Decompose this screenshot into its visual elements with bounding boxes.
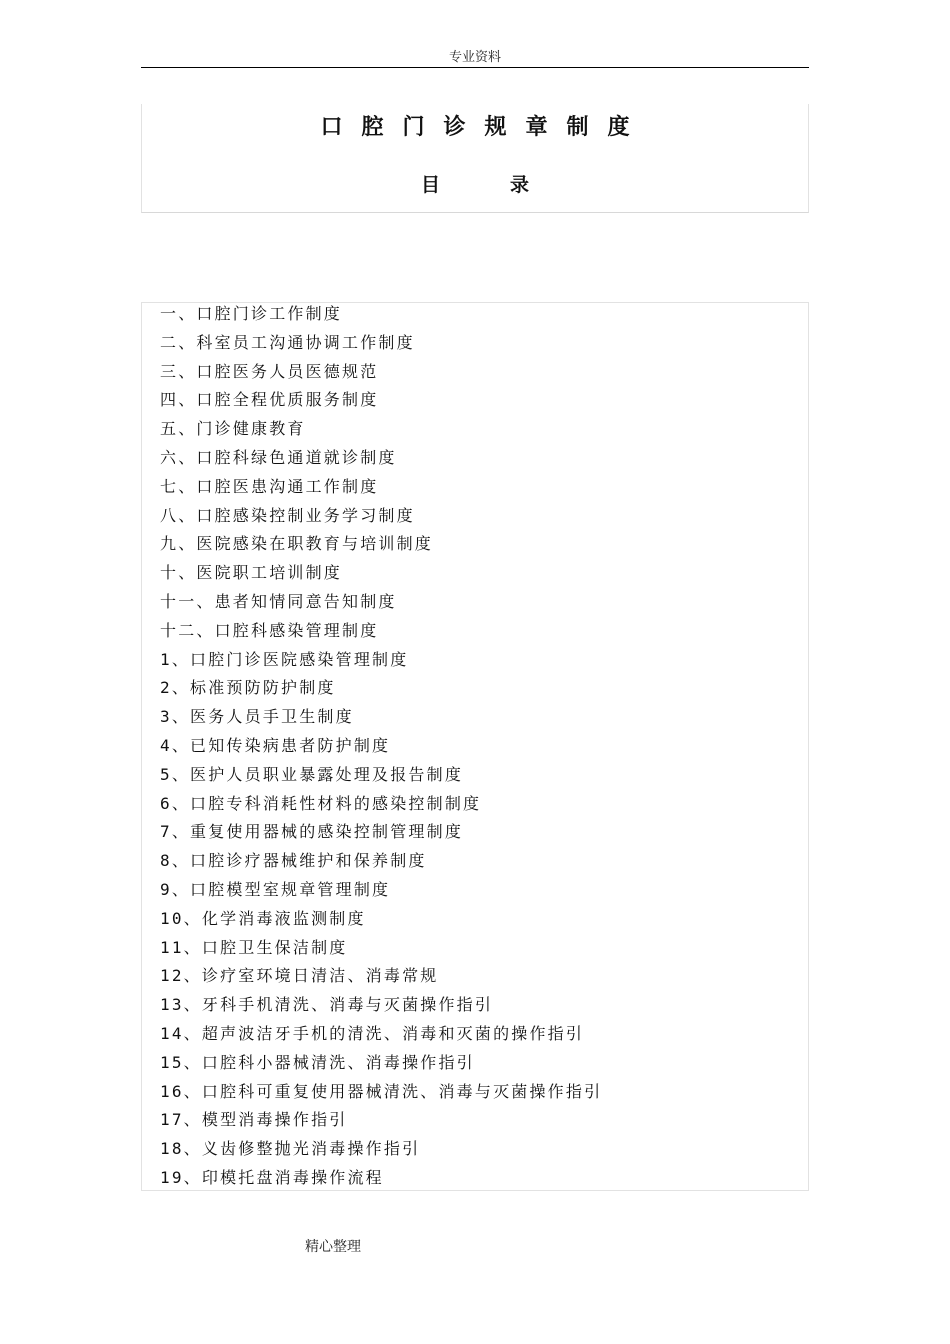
toc-item: 3、医务人员手卫生制度: [160, 707, 354, 727]
toc-item: 14、超声波洁牙手机的清洗、消毒和灭菌的操作指引: [160, 1023, 585, 1043]
toc-item: 7、重复使用器械的感染控制管理制度: [160, 822, 464, 842]
toc-item: 17、模型消毒操作指引: [160, 1110, 348, 1130]
toc-block: [141, 302, 809, 1191]
toc-item: 1、口腔门诊医院感染管理制度: [160, 649, 409, 669]
toc-item: 五、门诊健康教育: [160, 419, 306, 439]
toc-item: 四、口腔全程优质服务制度: [160, 390, 379, 410]
toc-item: 2、标准预防防护制度: [160, 678, 336, 698]
toc-item: 七、口腔医患沟通工作制度: [160, 476, 379, 496]
toc-item: 9、口腔模型室规章管理制度: [160, 879, 391, 899]
toc-item: 15、口腔科小器械清洗、消毒操作指引: [160, 1052, 475, 1072]
toc-item: 6、口腔专科消耗性材料的感染控制制度: [160, 793, 482, 813]
toc-item: 十一、患者知情同意告知制度: [160, 591, 397, 611]
document-title: 口腔门诊规章制度: [320, 114, 649, 140]
header-rule: [141, 67, 809, 68]
toc-item: 十二、口腔科感染管理制度: [160, 620, 379, 640]
toc-item: 三、口腔医务人员医德规范: [160, 361, 379, 381]
toc-item: 一、口腔门诊工作制度: [160, 304, 343, 323]
toc-item: 16、口腔科可重复使用器械清洗、消毒与灭菌操作指引: [160, 1081, 603, 1101]
toc-item: 十、医院职工培训制度: [160, 563, 343, 583]
toc-heading: 目录: [420, 174, 599, 196]
toc-item: 六、口腔科绿色通道就诊制度: [160, 447, 397, 467]
toc-item: 8、口腔诊疗器械维护和保养制度: [160, 851, 427, 871]
toc-item: 八、口腔感染控制业务学习制度: [160, 505, 415, 525]
toc-item: 二、科室员工沟通协调工作制度: [160, 332, 415, 352]
toc-item: 4、已知传染病患者防护制度: [160, 735, 391, 755]
toc-list: [160, 300, 602, 1193]
title-block: [141, 104, 809, 213]
toc-item: 13、牙科手机清洗、消毒与灭菌操作指引: [160, 995, 494, 1015]
toc-item: 九、医院感染在职教育与培训制度: [160, 534, 434, 554]
toc-item: 11、口腔卫生保洁制度: [160, 937, 348, 957]
toc-item: 18、义齿修整抛光消毒操作指引: [160, 1139, 421, 1159]
page-footer-text: 精心整理: [305, 1239, 361, 1255]
toc-item: 19、印模托盘消毒操作流程: [160, 1167, 384, 1187]
page-header-text: 专业资料: [448, 50, 501, 65]
toc-item: 12、诊疗室环境日清洁、消毒常规: [160, 966, 439, 986]
toc-item: 5、医护人员职业暴露处理及报告制度: [160, 764, 464, 784]
toc-item: 10、化学消毒液监测制度: [160, 908, 366, 928]
